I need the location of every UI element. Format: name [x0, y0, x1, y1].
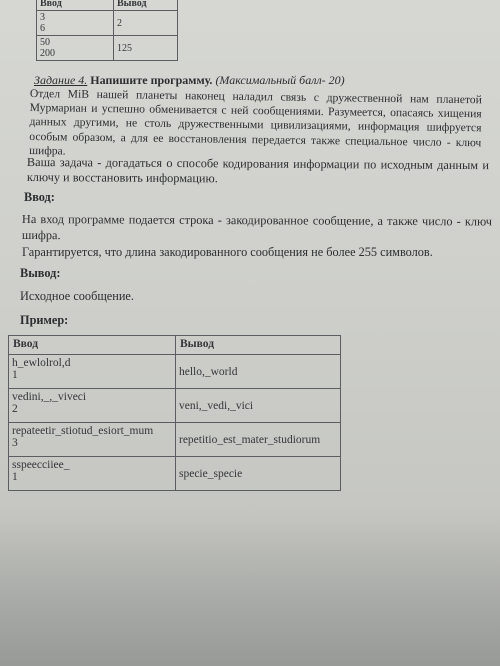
- example-output-cell: veni,_vedi,_vici: [176, 389, 341, 423]
- encoded-message: sspeecciiee_: [12, 459, 70, 471]
- task-number: Задание 4.: [34, 73, 88, 87]
- example-output-cell: hello,_world: [176, 355, 341, 389]
- encoded-message: vedini,_,_viveci: [12, 391, 87, 403]
- cipher-key: 1: [12, 369, 18, 381]
- output-section-title: Вывод:: [20, 266, 61, 280]
- example-input-cell: [9, 423, 176, 457]
- top-table-output-cell: [114, 11, 178, 36]
- bottom-shadow: [0, 516, 500, 666]
- top-table-input-cell: [37, 11, 114, 36]
- top-table-output-cell: [114, 36, 178, 61]
- example-title: Пример:: [20, 313, 69, 327]
- cipher-key: 2: [12, 403, 18, 415]
- top-table-header-output: Вывод: [114, 0, 178, 11]
- example-output-cell: repetitio_est_mater_studiorum: [176, 423, 341, 457]
- task-heading: [34, 73, 474, 88]
- example-table: [8, 335, 341, 491]
- top-example-table: [36, 0, 178, 61]
- task-title: Напишите программу.: [87, 73, 213, 87]
- example-header-input: Ввод: [9, 336, 176, 355]
- example-input-cell: [9, 389, 176, 423]
- example-output-cell: specie_specie: [176, 457, 341, 491]
- table-row: [9, 457, 341, 491]
- top-table-header-input: Ввод: [37, 0, 114, 11]
- top-table-input-cell: [37, 36, 114, 61]
- table-row: [37, 36, 178, 61]
- output-section-text: Исходное сообщение.: [20, 289, 134, 303]
- example-header-output: Вывод: [176, 336, 341, 355]
- input-section-title: Ввод:: [24, 190, 55, 204]
- task-max-score: (Максимальный балл- 20): [212, 73, 345, 87]
- table-row: [9, 423, 341, 457]
- encoded-message: repateetir_stiotud_esiort_mum: [12, 425, 154, 437]
- encoded-message: h_ewlolrol,d: [12, 357, 71, 369]
- task-intro: Отдел MiB нашей планеты наконец наладил связь с дружественной нам планетой Мурмариан и успешно обменивается с ней сообщениями. Разумеется, опасаясь хищения данных другими, не столь дружественными цивилизациями, информация шифруется особым образом, а для ее восстановления передается также специальное число - ключ шифра.: [29, 87, 482, 158]
- table-row: [9, 389, 341, 423]
- table-row: [37, 11, 178, 36]
- cell-line: 50: [40, 37, 50, 48]
- cipher-key: 3: [12, 437, 18, 449]
- cell-text: 2: [117, 17, 122, 29]
- example-input-cell: [9, 457, 176, 491]
- example-input-cell: [9, 355, 176, 389]
- input-section-line2: Гарантируется, что длина закодированного сообщения не более 255 символов.: [22, 245, 433, 259]
- cell-text: 125: [117, 42, 132, 54]
- task-goal: Ваша задача - догадаться о способе кодирования информации по исходным данным и ключу и восстановить информацию.: [26, 155, 489, 186]
- cell-line: 200: [40, 48, 55, 59]
- cell-line: 3: [40, 12, 45, 23]
- table-row: [9, 355, 341, 389]
- cell-line: 6: [40, 23, 45, 34]
- input-section-line1: На вход программе подается строка - закодированное сообщение, а также число - ключ шифра.: [21, 211, 492, 243]
- top-table-header-row: [37, 0, 178, 11]
- example-table-header-row: [9, 336, 341, 355]
- cipher-key: 1: [12, 471, 18, 483]
